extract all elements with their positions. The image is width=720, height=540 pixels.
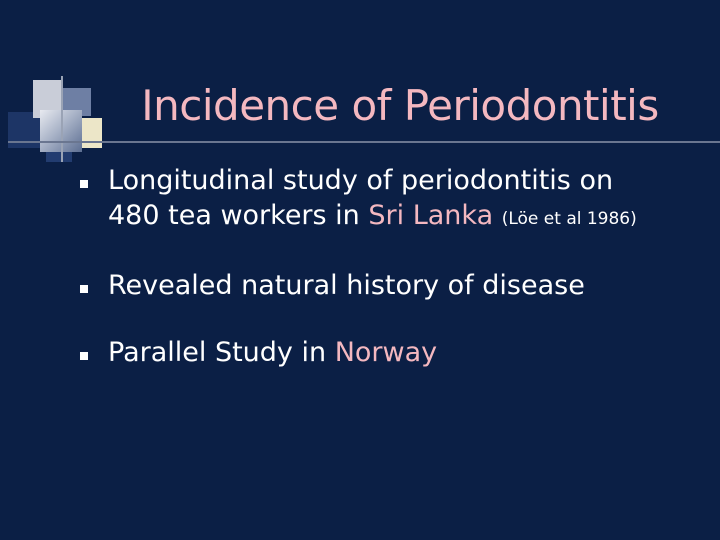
square-bullet-icon xyxy=(80,285,88,293)
square-bullet-icon xyxy=(80,180,88,188)
slide-title: Incidence of Periodontitis xyxy=(141,81,659,130)
decorative-block xyxy=(46,152,72,162)
bullet-text-prefix: Parallel Study in xyxy=(108,337,335,368)
bullet-text: Revealed natural history of disease xyxy=(108,270,585,301)
title-divider-rule xyxy=(8,141,720,143)
highlight-location: Norway xyxy=(334,337,438,368)
highlight-location: Sri Lanka xyxy=(368,200,494,231)
bullet-text xyxy=(108,163,698,237)
citation: (Löe et al 1986) xyxy=(501,209,637,229)
bullet-text xyxy=(108,335,698,370)
bullet-line-prefix: 480 tea workers in xyxy=(108,200,369,231)
decorative-vertical-rule xyxy=(61,76,63,162)
square-bullet-icon xyxy=(80,352,88,360)
decorative-block xyxy=(82,118,102,148)
bullet-line: Longitudinal study of periodontitis on xyxy=(108,165,614,196)
